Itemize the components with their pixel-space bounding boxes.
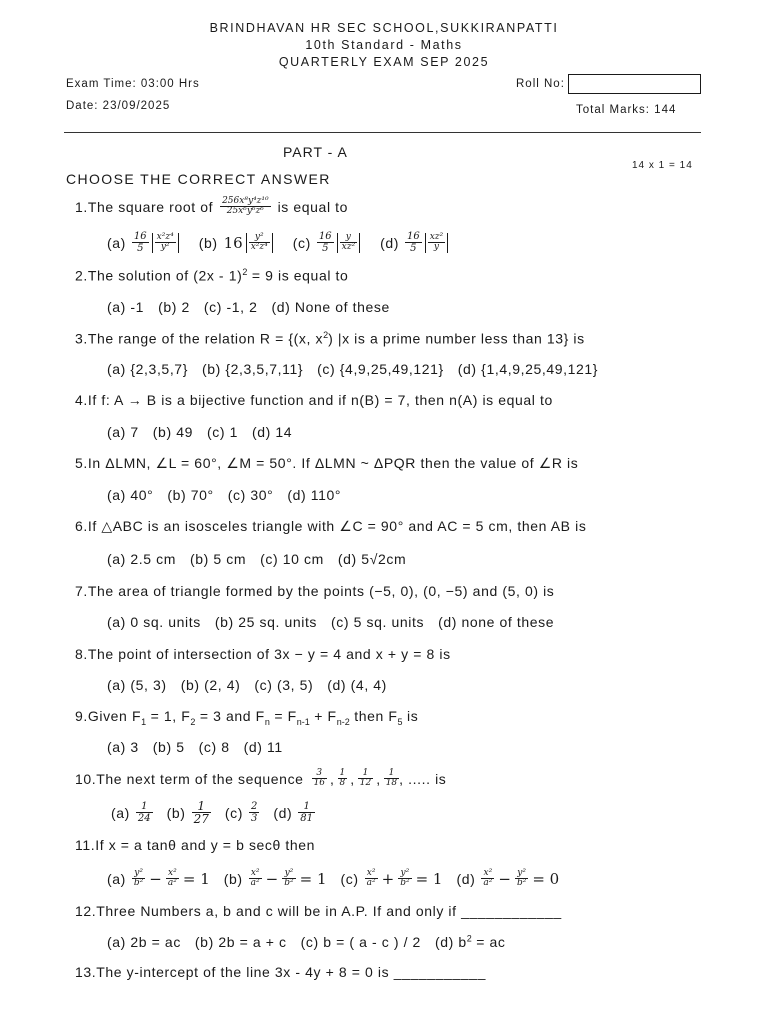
q1-a-den: y²: [160, 242, 170, 253]
q11-c-t2-den: b²: [400, 878, 410, 889]
q7-option-a[interactable]: (a) 0 sq. units: [107, 614, 201, 630]
q11-c-term1: [365, 869, 378, 889]
q11-b-t1-num: x²: [249, 869, 262, 879]
q1-c-den: xz²: [341, 242, 356, 253]
q8-option-a[interactable]: (a) (5, 3): [107, 677, 167, 693]
q10-term-4: [384, 769, 399, 789]
q11-b-term2: [282, 869, 295, 889]
q10-prefix: 10.The next term of the sequence: [75, 771, 304, 787]
q1-d-abs: [425, 233, 448, 253]
q11-option-c[interactable]: [341, 869, 443, 889]
q10-b-den: 27: [193, 812, 209, 827]
q3-option-d[interactable]: (d) {1,4,9,25,49,121}: [457, 361, 599, 377]
total-marks: Total Marks: 144: [576, 104, 677, 116]
q11-d-t2-den: b²: [516, 878, 527, 889]
q11-d-term2: [515, 869, 528, 889]
q1-frac-num: 256x⁸y⁴z¹⁰: [222, 195, 269, 206]
q10-term-3: [358, 769, 373, 789]
q8-option-c[interactable]: (c) (3, 5): [254, 677, 314, 693]
q3-text-end: ) |x is a prime number less than 13} is: [328, 330, 585, 347]
question-1: [75, 192, 348, 222]
q2-option-b[interactable]: (b) 2: [158, 299, 190, 315]
q10-t4-num: 1: [384, 769, 399, 779]
q10-option-c[interactable]: [225, 802, 260, 825]
q12-d-text-end: = ac: [471, 933, 506, 950]
q9-option-c[interactable]: (c) 8: [198, 739, 230, 755]
q1-d-den: y: [433, 242, 439, 253]
q8-option-b[interactable]: (b) (2, 4): [180, 677, 241, 693]
q10-term-1: [312, 769, 327, 789]
q9-s1: 1: [141, 716, 147, 727]
roll-no-label: Roll No:: [516, 78, 565, 90]
q11-option-a[interactable]: [107, 869, 210, 889]
q1-option-a[interactable]: [107, 232, 179, 255]
q11-a-t2-den: a²: [167, 878, 177, 889]
q6-option-c[interactable]: (c) 10 cm: [260, 551, 324, 567]
q1-c-label: (c): [292, 235, 311, 251]
q12-option-d[interactable]: [435, 934, 506, 950]
q1-d-coef: [405, 232, 422, 255]
exam-title: QUARTERLY EXAM SEP 2025: [278, 55, 490, 69]
q1-a-coef-num: 16: [133, 230, 147, 242]
q1-c-abs: [337, 233, 360, 253]
q1-d-num: xz²: [429, 231, 444, 242]
standard-subject: 10th Standard - Maths: [305, 38, 463, 52]
q1-frac-den: 25x⁶y⁶z⁶: [226, 206, 264, 217]
q1-option-c[interactable]: [293, 232, 360, 255]
q4-option-a[interactable]: (a) 7: [107, 424, 139, 440]
q11-options: [107, 864, 559, 894]
q1-b-label: (b): [198, 234, 218, 251]
q1-c-num: y: [340, 233, 357, 243]
q1-fraction: [220, 197, 271, 217]
q11-c-t2-num: y²: [398, 869, 411, 879]
q1-b-num: y²: [249, 233, 270, 243]
q10-option-b[interactable]: [167, 800, 211, 827]
q12-options: [107, 933, 506, 950]
q1-options: [107, 228, 448, 258]
q10-options: [111, 798, 315, 828]
q11-a-term2: [166, 869, 179, 889]
q10-b-frac: [192, 800, 211, 827]
q11-b-label: (b): [223, 870, 243, 887]
question-13: 13.The y-intercept of the line 3x - 4y + 8 = 0 is ___________: [75, 964, 486, 980]
q6-option-a[interactable]: (a) 2.5 cm: [107, 551, 177, 567]
q5-option-c[interactable]: (c) 30°: [227, 487, 274, 503]
part-marks: 14 x 1 = 14: [632, 160, 693, 171]
q11-d-term1: [481, 869, 494, 889]
q9-options: [107, 739, 283, 755]
question-4: 4.If f: A → B is a bijective function and if n(B) = 7, then n(A) is equal to: [75, 392, 553, 408]
q12-option-c[interactable]: (c) b = ( a - c ) / 2: [300, 933, 421, 950]
q9-t4: = F: [269, 708, 297, 724]
q1-option-d[interactable]: [380, 232, 448, 255]
q10-option-a[interactable]: [111, 802, 153, 825]
q11-a-rhs: = 1: [182, 869, 210, 888]
q1-option-b[interactable]: [199, 233, 273, 253]
q11-d-label: (d): [456, 870, 476, 887]
q1-prefix: 1.The square root of: [75, 199, 214, 215]
q10-t1-den: 16: [313, 778, 326, 789]
q9-s6: 5: [397, 716, 403, 727]
q1-a-coef: [132, 232, 149, 255]
q1-c-coef: [317, 232, 334, 255]
q11-option-d[interactable]: [456, 869, 559, 889]
q2-exponent: 2: [242, 267, 248, 277]
q11-b-t2-den: b²: [284, 878, 294, 889]
header-divider: [64, 132, 701, 133]
q9-t5: + F: [309, 708, 337, 724]
q7-option-d[interactable]: (d) none of these: [438, 614, 555, 630]
q10-t4-den: 18: [385, 778, 398, 789]
q11-c-t1-den: a²: [366, 878, 376, 889]
q3-options: [107, 361, 598, 377]
q3-text: 3.The range of the relation R = {(x, x: [75, 330, 324, 347]
q1-a-coef-den: 5: [137, 243, 144, 255]
q5-option-b[interactable]: (b) 70°: [167, 487, 214, 503]
q1-d-coef-num: 16: [406, 230, 420, 242]
q11-c-t1-num: x²: [365, 869, 378, 879]
q10-d-den: 81: [300, 813, 314, 825]
question-10: 10.The next term of the sequence $\frac{3}{16}$ , $\frac{1}{8}$ , $\frac{1}{12}$ , $\frac{1}{18}$ , ..... is: [75, 767, 447, 789]
q9-s2: 2: [190, 716, 196, 727]
question-3: [75, 330, 585, 347]
q1-a-label: (a): [107, 235, 126, 251]
q5-options: [107, 487, 341, 503]
q10-c-den: 3: [250, 813, 258, 825]
q1-b-abs: [246, 233, 273, 253]
q12-option-b[interactable]: (b) 2b = a + c: [194, 933, 287, 950]
q10-t3-num: 1: [358, 769, 373, 779]
q1-b-den: x²z⁴: [250, 242, 268, 253]
q3-option-c[interactable]: (c) {4,9,25,49,121}: [317, 361, 444, 377]
q8-options: [107, 677, 387, 693]
q12-d-text: (d) b: [434, 933, 467, 950]
q10-a-label: (a): [111, 805, 130, 821]
part-title: PART - A: [283, 144, 348, 160]
q11-d-rhs: = 0: [532, 869, 560, 888]
q3-option-a[interactable]: (a) {2,3,5,7}: [107, 361, 188, 377]
q6-options: [107, 551, 406, 567]
q11-d-t1-den: a²: [483, 878, 493, 889]
q8-option-d[interactable]: (d) (4, 4): [327, 677, 387, 693]
q10-b-label: (b): [166, 805, 186, 821]
q10-suffix: , ..... is: [399, 771, 447, 787]
q9-option-d[interactable]: (d) 11: [243, 739, 283, 755]
q10-c-label: (c): [224, 805, 243, 821]
q11-b-t2-num: y²: [282, 869, 295, 879]
q9-s4: n-1: [296, 716, 310, 727]
q1-suffix: is equal to: [277, 199, 349, 215]
exam-time: Exam Time: 03:00 Hrs: [66, 78, 200, 90]
q7-options: [107, 614, 554, 630]
q9-t7: is: [402, 708, 419, 724]
question-12: 12.Three Numbers a, b and c will be in A.P. If and only if ____________: [75, 903, 562, 919]
q10-option-d[interactable]: [273, 802, 315, 825]
q1-c-coef-den: 5: [322, 243, 329, 255]
q7-option-c[interactable]: (c) 5 sq. units: [331, 614, 425, 630]
q2-text: 2.The solution of (2x - 1): [75, 267, 243, 284]
q1-a-num: x²z⁴: [156, 231, 174, 242]
roll-no-box[interactable]: [568, 74, 701, 94]
q11-b-term1: [249, 869, 262, 889]
q10-t2-num: 1: [339, 767, 346, 778]
q9-t3: = 3 and F: [195, 708, 265, 724]
q10-d-num: 1: [298, 802, 315, 814]
question-2: [75, 267, 348, 284]
q10-a-frac: [136, 802, 153, 825]
q10-d-frac: [298, 802, 315, 825]
q4-option-b[interactable]: (b) 49: [152, 424, 193, 440]
q11-option-b[interactable]: [224, 869, 327, 889]
q11-b-rhs: = 1: [299, 869, 327, 888]
q11-a-t2-num: x²: [166, 869, 179, 879]
q1-d-label: (d): [380, 235, 399, 251]
q11-a-t1-den: b²: [133, 878, 144, 889]
q9-t6: then F: [349, 708, 398, 724]
q4-option-c[interactable]: (c) 1: [206, 424, 238, 440]
q1-c-coef-num: 16: [318, 230, 332, 242]
q1-b-coef: 16: [223, 233, 243, 252]
q9-s5: n-2: [336, 716, 350, 727]
q11-a-t1-num: y²: [132, 869, 145, 879]
exam-date: Date: 23/09/2025: [66, 100, 171, 112]
q4-options: [107, 424, 292, 440]
q2-option-a[interactable]: (a) -1: [107, 299, 145, 315]
q9-t2: = 1, F: [146, 708, 191, 724]
q11-a-label: (a): [107, 870, 126, 887]
q10-t2-den: 8: [339, 778, 346, 789]
q10-t1-num: 3: [312, 769, 327, 779]
q10-c-frac: [249, 802, 259, 825]
q3-exponent: 2: [323, 330, 329, 340]
school-name: BRINDHAVAN HR SEC SCHOOL,SUKKIRANPATTI: [209, 21, 559, 35]
q9-t1: 9.Given F: [75, 708, 142, 724]
q1-d-coef-den: 5: [410, 243, 417, 255]
q10-t3-den: 12: [359, 778, 372, 789]
q5-option-d[interactable]: (d) 110°: [287, 487, 342, 503]
q9-s3: n: [264, 716, 270, 727]
question-7: 7.The area of triangle formed by the points (−5, 0), (0, −5) and (5, 0) is: [75, 583, 555, 599]
q10-term-2: [338, 769, 348, 789]
q2-text-end: = 9 is equal to: [247, 267, 349, 284]
q7-option-b[interactable]: (b) 25 sq. units: [214, 614, 318, 630]
q12-option-a[interactable]: (a) 2b = ac: [107, 933, 181, 950]
q10-d-label: (d): [273, 805, 293, 821]
question-9: [75, 708, 418, 727]
section-instruction: CHOOSE THE CORRECT ANSWER: [66, 171, 331, 187]
question-6: 6.If △ABC is an isosceles triangle with ∠C = 90° and AC = 5 cm, then AB is: [75, 518, 587, 534]
q11-d-t2-num: y²: [515, 869, 528, 879]
question-5: 5.In ΔLMN, ∠L = 60°, ∠M = 50°. If ΔLMN ~ ΔPQR then the value of ∠R is: [75, 455, 579, 471]
q1-a-abs: [152, 233, 179, 253]
q11-c-label: (c): [340, 870, 359, 887]
q11-d-t1-num: x²: [481, 869, 494, 879]
q4-option-d[interactable]: (d) 14: [251, 424, 293, 440]
q12-d-exponent: 2: [466, 933, 472, 943]
q2-option-c[interactable]: (c) -1, 2: [203, 299, 258, 315]
q10-a-num: 1: [136, 802, 153, 814]
q11-b-op: −: [265, 869, 279, 888]
q6-option-b[interactable]: (b) 5 cm: [190, 551, 247, 567]
q9-option-a[interactable]: (a) 3: [107, 739, 139, 755]
q10-a-den: 24: [137, 813, 151, 825]
q11-d-op: −: [498, 869, 511, 888]
q9-option-b[interactable]: (b) 5: [152, 739, 185, 755]
q6-option-d[interactable]: (d) 5√2cm: [337, 551, 407, 567]
q11-c-rhs: = 1: [415, 869, 443, 888]
question-11: 11.If x = a tanθ and y = b secθ then: [75, 837, 316, 853]
q2-option-d[interactable]: (d) None of these: [271, 299, 390, 315]
q11-b-t1-den: a²: [250, 878, 260, 889]
q5-option-a[interactable]: (a) 40°: [107, 487, 154, 503]
q11-a-term1: [132, 869, 145, 889]
q11-a-op: −: [149, 869, 162, 888]
q11-c-op: +: [381, 869, 395, 888]
q10-c-num: 2: [250, 800, 258, 812]
q2-options: [107, 299, 390, 315]
q3-option-b[interactable]: (b) {2,3,5,7,11}: [201, 361, 304, 377]
q10-b-num: 1: [192, 800, 211, 814]
question-8: 8.The point of intersection of 3x − y = 4 and x + y = 8 is: [75, 646, 451, 662]
q11-c-term2: [398, 869, 411, 889]
